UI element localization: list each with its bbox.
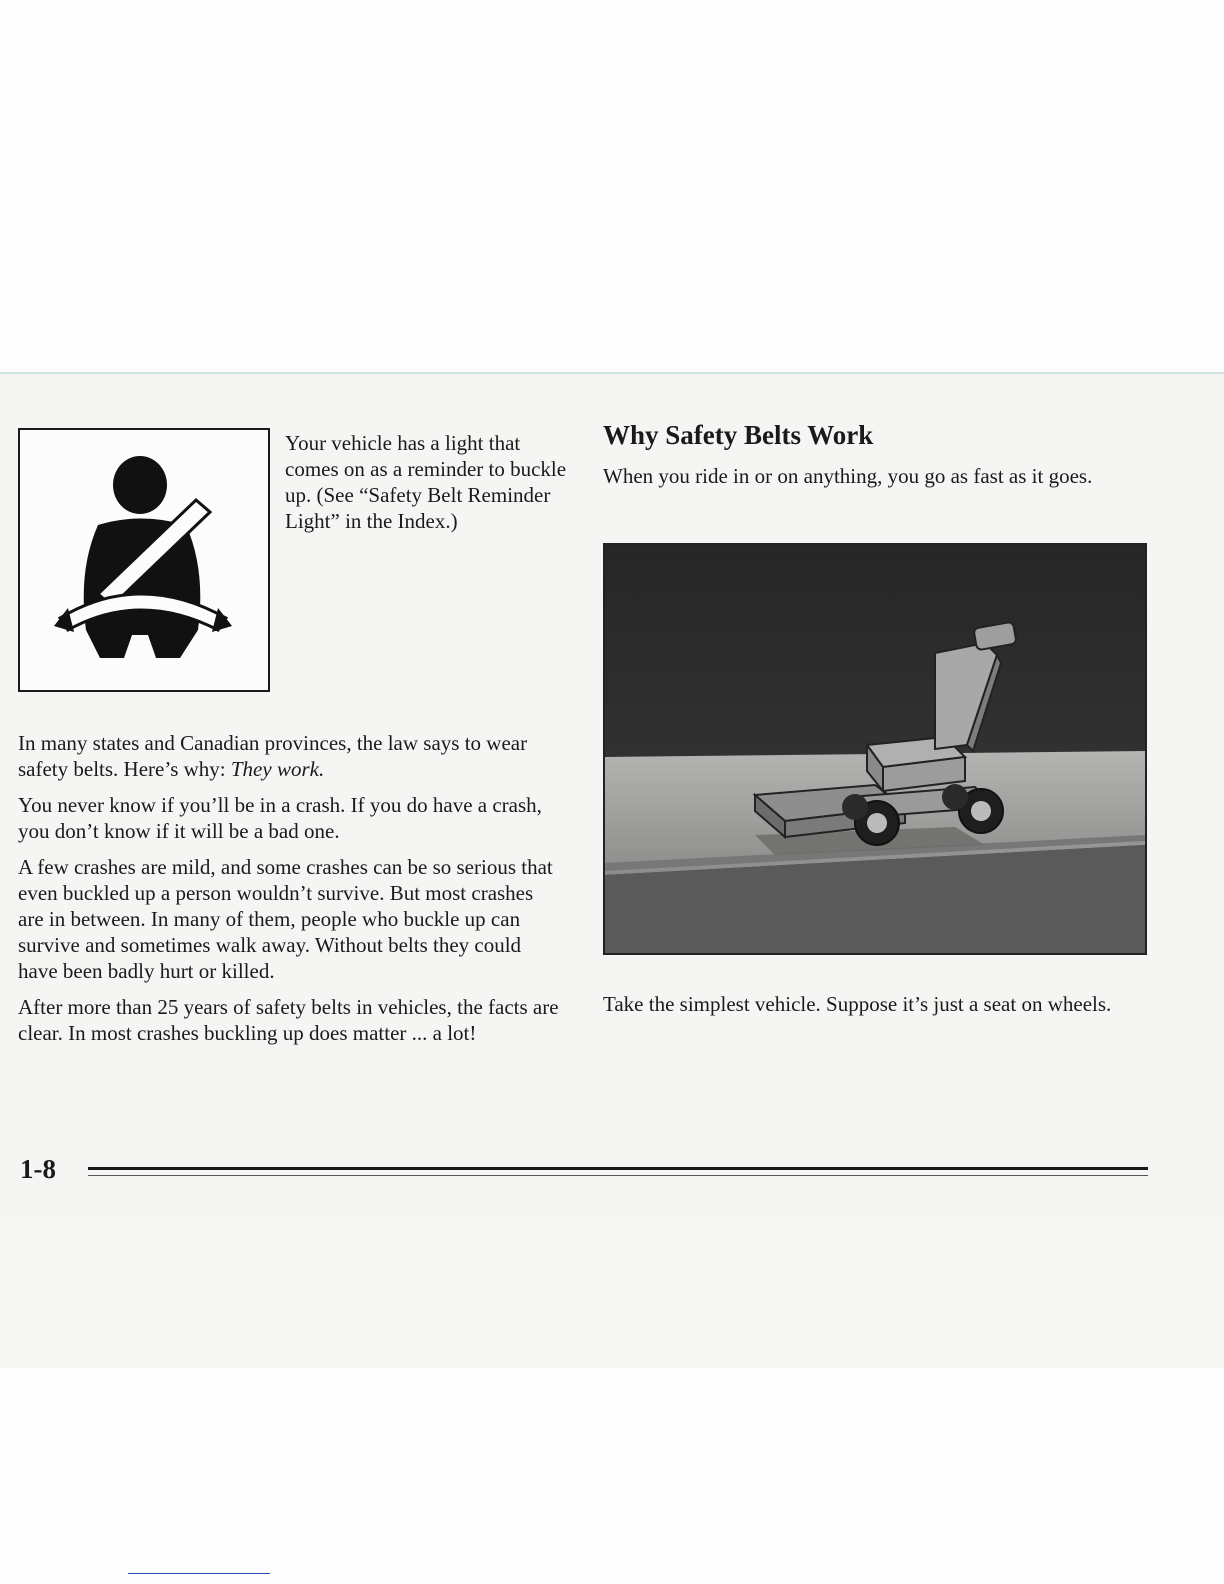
paragraph-facts: After more than 25 years of safety belts in vehicles, the facts are clear. In most crashes buckling up does matter ... a lot! [18,995,559,1045]
right-column [603,420,1148,489]
left-column [18,730,563,1056]
seat-on-wheels-illustration [603,543,1147,955]
illustration-drawing [605,545,1145,953]
bottom-link-underline [128,1573,270,1574]
seatbelt-reminder-icon-box [18,428,270,692]
lower-margin-band [0,1222,1224,1368]
paragraph-crash: You never know if you’ll be in a crash. If you do have a crash, you don’t know if it will be a bad one. [18,793,542,843]
paragraph-law-emphasis: They work. [230,757,325,781]
section-intro: When you ride in or on anything, you go as fast as it goes. [603,464,1093,488]
page-number: 1-8 [20,1154,56,1184]
footer-rule [88,1167,1148,1170]
section-heading: Why Safety Belts Work [603,420,874,450]
footer-rule-thin [88,1175,1148,1176]
paragraph-law-text: In many states and Canadian provinces, the law says to wear safety belts. Here’s why: [18,731,528,781]
reminder-light-note: Your vehicle has a light that comes on as a reminder to buckle up. (See “Safety Belt Reminder Light” in the Index.) [285,431,567,533]
paragraph-law [18,730,563,782]
illustration-caption: Take the simplest vehicle. Suppose it’s just a seat on wheels. [603,992,1112,1016]
seatbelt-person-icon [20,430,268,690]
paragraph-severity: A few crashes are mild, and some crashes can be so serious that even buckled up a person wouldn’t survive. But most crashes are in between. In many of them, people who buckle up can survive and sometimes walk away. Without belts they could have been badly hurt or killed. [18,855,553,983]
